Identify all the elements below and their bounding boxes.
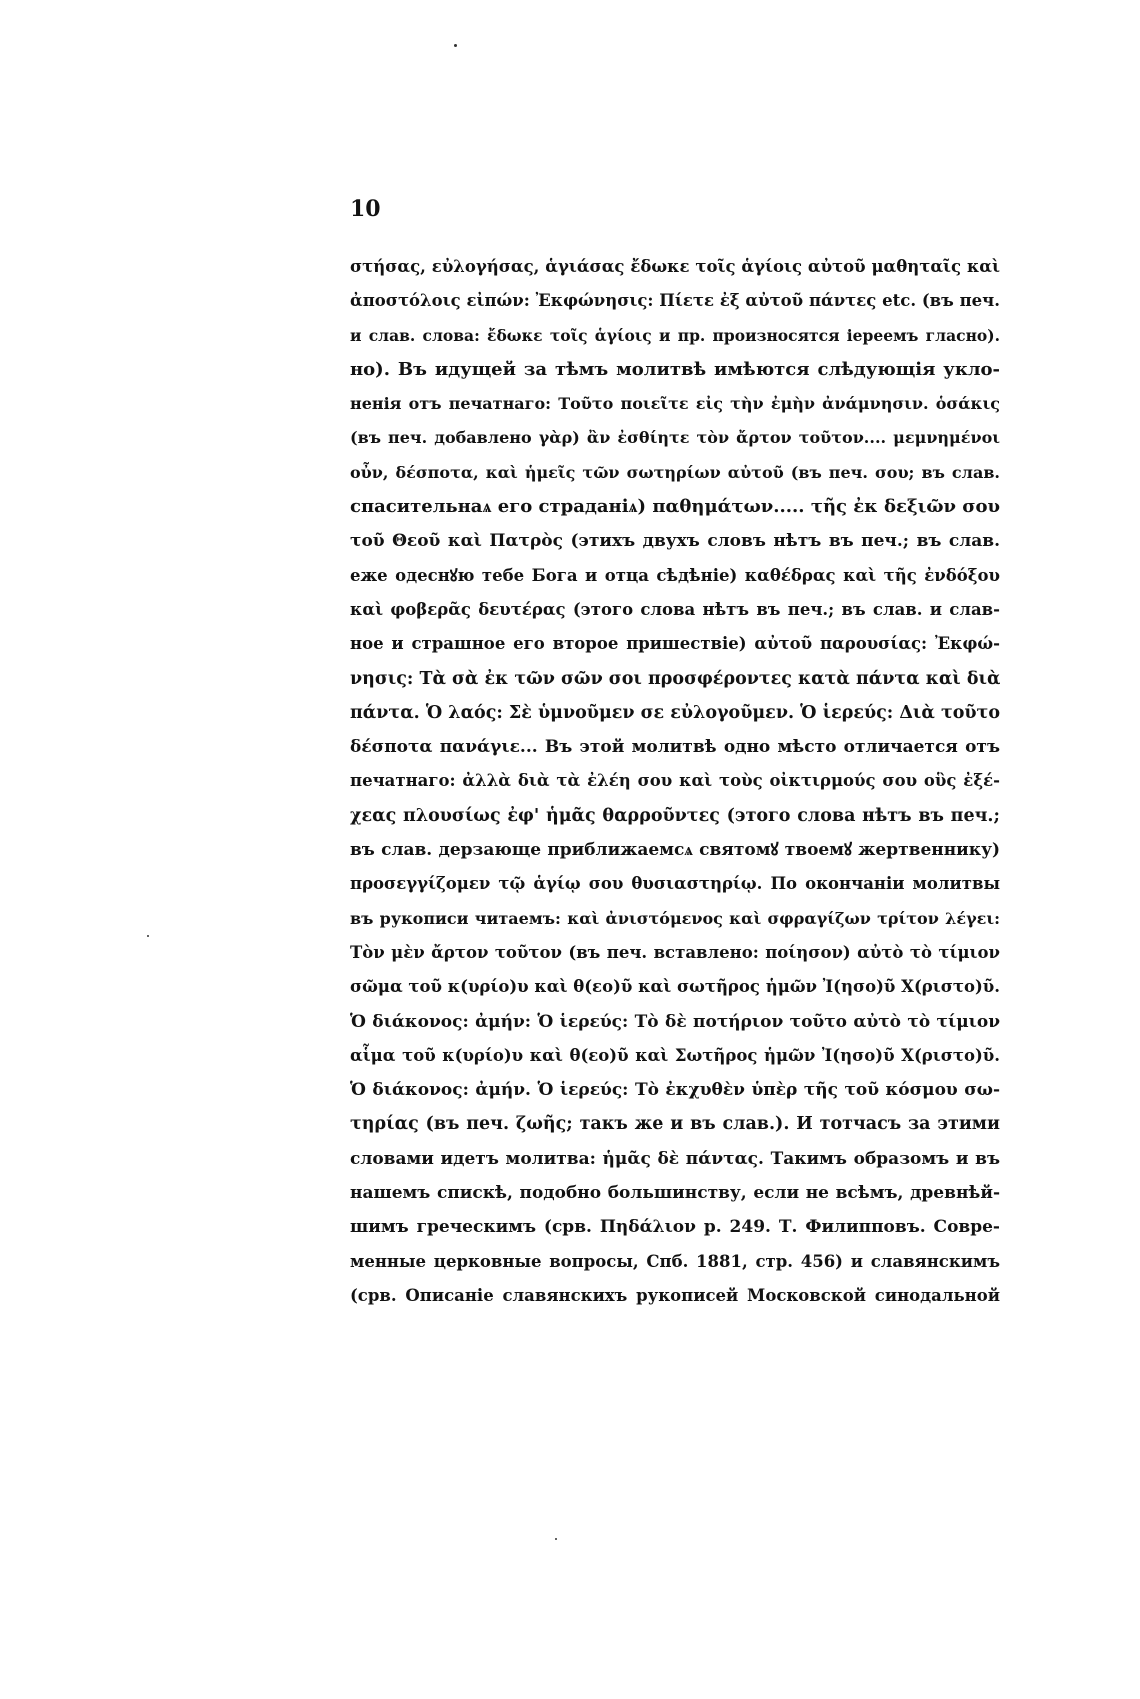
text-line: менные церковные вопросы, Спб. 1881, стр. 456) и славянскимъ [350,1251,1000,1271]
text-line: спасительнаѧ его страданiѧ) παθημάτων..... τῆς ἐκ δεξιῶν σου [350,496,1000,518]
text-line: нашемъ спискѣ, подобно большинству, если не всѣмъ, древнѣй- [350,1183,1000,1204]
text-line: τοῦ Θεοῦ καὶ Πατρὸς (этихъ двухъ словъ нѣтъ въ печ.; въ слав. [350,531,1000,552]
text-line: ненiя отъ печатнаго: Τοῦτο ποιεῖτε εἰς τὴν ἐμὴν ἀνάμνησιν. ὁσάκις [350,394,1000,414]
text-line: σῶμα τοῦ κ(υρίο)υ καὶ θ(εο)ῦ καὶ σωτῆρος ἡμῶν Ἰ(ησο)ῦ Χ(ριστο)ῦ. [350,977,1000,997]
text-line: ное и страшное его второе пришествiе) αὐτοῦ παρουσίας: Ἐκφώ- [350,634,1000,654]
print-speck [454,44,457,47]
print-speck [555,1538,557,1540]
text-line: τηρίας (въ печ. ζωῆς; такъ же и въ слав.). И тотчасъ за этими [350,1114,1000,1135]
text-line: χεας πλουσίως ἐφ' ἡμᾶς θαρροῦντες (этого слова нѣтъ въ печ.; [350,805,1000,826]
text-line: στήσας, εὐλογήσας, ἁγιάσας ἔδωκε τοῖς ἁγίοις αὐτοῦ μαθηταῖς καὶ [350,257,1000,276]
text-line: Ὁ διάκονος: ἀμήν: Ὁ ἱερεύς: Τὸ δὲ ποτήριον τοῦτο αὐτὸ τὸ τίμιον [350,1011,1000,1032]
print-speck [147,935,149,937]
text-line: νησις: Τὰ σὰ ἐκ τῶν σῶν σοι προσφέροντες κατὰ πάντα καὶ διὰ [350,668,1000,689]
body-text [350,250,1000,1313]
text-line: въ слав. дерзающе приближаемсѧ святомꙋ твоемꙋ жертвеннику) [350,840,1000,861]
text-line: αἷμα τοῦ κ(υρίο)υ καὶ θ(εο)ῦ καὶ Σωτῆρος ἡμῶν Ἰ(ησο)ῦ Χ(ριστο)ῦ. [350,1045,1000,1065]
text-line: δέσποτα πανάγιε... Въ этой молитвѣ одно мѣсто отличается отъ [350,737,1000,758]
text-line: словами идетъ молитва: ἡμᾶς δὲ πάντας. Такимъ образомъ и въ [350,1148,1000,1169]
text-line: προσεγγίζομεν τῷ ἁγίῳ σου θυσιαστηρίῳ. По окончанiи молитвы [350,874,1000,894]
text-line: (въ печ. добавлено γὰρ) ἂν ἐσθίητε τὸν ἄρτον τοῦτον.... μεμνημένοι [350,428,1000,448]
text-line: ἀποστόλοις εἰπών: Ἐκφώνησις: Πίετε ἐξ αὐτοῦ πάντες etc. (въ печ. [350,291,1000,311]
text-line: πάντα. Ὁ λαός: Σὲ ὑμνοῦμεν σε εὐλογοῦμεν. Ὁ ἱερεύς: Διὰ τοῦτο [350,702,1000,723]
text-line: еже одеснꙋю тебе Бога и отца сѣдѣнiе) καθέδρας καὶ τῆς ἐνδόξου [350,565,1000,585]
text-line: печатнаго: ἀλλὰ διὰ τὰ ἐλέη σου καὶ τοὺς οἰκτιρμούς σου οὓς ἐξέ- [350,771,1000,791]
text-line: οὖν, δέσποτα, καὶ ἡμεῖς τῶν σωτηρίων αὐτοῦ (въ печ. σου; въ слав. [350,462,1000,482]
text-line: Τὸν μὲν ἄρτον τοῦτον (въ печ. вставлено: ποίησον) αὐτὸ τὸ τίμιον [350,942,1000,962]
page-number: 10 [350,196,381,222]
text-line: но). Въ идущей за тѣмъ молитвѣ имѣются слѣдующiя укло- [350,358,1000,380]
text-line: καὶ φοβερᾶς δευτέρας (этого слова нѣтъ въ печ.; въ слав. и слав- [350,599,1000,619]
text-line: шимъ греческимъ (срв. Πηδάλιον p. 249. Т. Филипповъ. Совре- [350,1217,1000,1238]
text-line: Ὁ διάκονος: ἀμήν. Ὁ ἱερεύς: Τὸ ἐκχυθὲν ὑπὲρ τῆς τοῦ κόσμου σω- [350,1080,1000,1101]
text-line: въ рукописи читаемъ: καὶ ἀνιστόμενος καὶ σφραγίζων τρίτον λέγει: [350,908,1000,928]
text-line: и слав. слова: ἔδωκε τοῖς ἁγίοις и пр. произносятся iереемъ гласно). [350,325,1000,345]
text-line: (срв. Описанiе славянскихъ рукописей Московской синодальной [350,1285,1000,1305]
